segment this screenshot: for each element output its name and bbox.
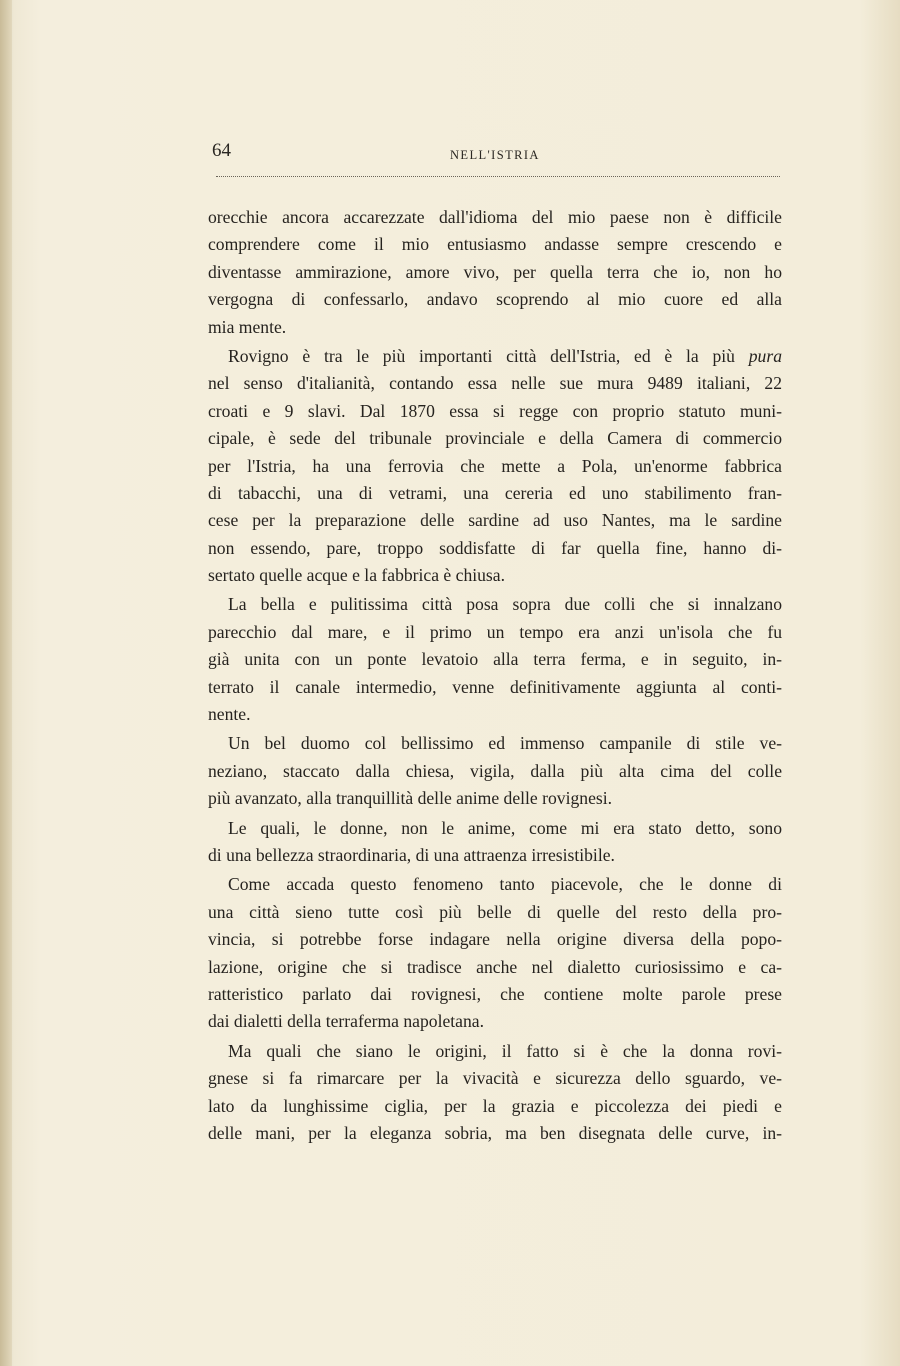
page-binding-edge [0,0,12,1366]
text-line: nente. [208,704,251,725]
text-line: gnese si fa rimarcare per la vivacità e sicurezza dello sguardo, ve- [208,1068,782,1089]
text-line: mia mente. [208,316,287,337]
text-line: vergogna di confessarlo, andavo scoprendo al mio cuore ed alla [208,289,782,310]
text-line: La bella e pulitissima città posa sopra due colli che si innalzano [228,594,782,615]
text-line: più avanzato, alla tranquillità delle anime delle rovignesi. [208,788,613,809]
text-line: già unita con un ponte levatoio alla terra ferma, e in seguito, in- [208,649,782,670]
text-line: orecchie ancora accarezzate dall'idioma del mio paese non è difficile [208,207,782,227]
body-text [208,204,782,1147]
text-line: dai dialetti della terraferma napoletana. [208,1011,484,1032]
italic-word: pura [748,345,782,366]
text-line: una città sieno tutte così più belle di quelle del resto della pro- [208,901,782,922]
text-line: comprendere come il mio entusiasmo andasse sempre crescendo e [208,234,782,255]
text-line: Come accada questo fenomeno tanto piacevole, che le donne di [228,874,782,895]
text-line: cipale, è sede del tribunale provinciale e della Camera di commercio [208,428,782,449]
text-line: Ma quali che siano le origini, il fatto si è che la donna rovi- [228,1040,782,1061]
text-line: lazione, origine che si tradisce anche nel dialetto curiosissimo e ca- [208,956,782,977]
running-title: NELL'ISTRIA [450,148,540,162]
text-line: di tabacchi, una di vetrami, una cereria ed uno stabilimento fran- [208,482,782,503]
text-line: delle mani, per la eleganza sobria, ma ben disegnata delle curve, in- [208,1122,782,1143]
header-rule [216,176,780,177]
text-line: nel senso d'italianità, contando essa nelle sue mura 9489 italiani, 22 [208,373,782,394]
text-line [208,343,782,370]
text-line: cese per la preparazione delle sardine ad uso Nantes, ma le sardine [208,510,782,531]
text-line: non essendo, pare, troppo soddisfatte di far quella fine, hanno di- [208,537,782,558]
text-line: sertato quelle acque e la fabbrica è chiusa. [208,565,505,586]
text-line: diventasse ammirazione, amore vivo, per quella terra che io, non ho [208,261,782,282]
text-line: neziano, staccato dalla chiesa, vigila, dalla più alta cima del colle [208,760,782,781]
text-line: di una bellezza straordinaria, di una attraenza irresistibile. [208,844,615,865]
text-line: ratteristico parlato dai rovignesi, che contiene molte parole prese [208,983,782,1004]
page-header [212,138,780,178]
page-number: 64 [212,140,231,161]
text-line: parecchio dal mare, e il primo un tempo era anzi un'isola che fu [208,621,782,642]
text-line: vincia, si potrebbe forse indagare nella origine diversa della popo- [208,929,782,950]
text-line: Le quali, le donne, non le anime, come mi era stato detto, sono [228,817,782,838]
text-line: lato da lunghissime ciglia, per la grazia e piccolezza dei piedi e [208,1095,782,1116]
text-line: terrato il canale intermedio, venne definitivamente aggiunta al conti- [208,676,782,697]
text-line: croati e 9 slavi. Dal 1870 essa si regge con proprio statuto muni- [208,400,782,421]
text-line: per l'Istria, ha una ferrovia che mette a Pola, un'enorme fabbrica [208,455,782,476]
text-line: Un bel duomo col bellissimo ed immenso campanile di stile ve- [228,733,782,754]
text-line-start: Rovigno è tra le più importanti città dell'Istria, ed è la più [228,345,735,366]
